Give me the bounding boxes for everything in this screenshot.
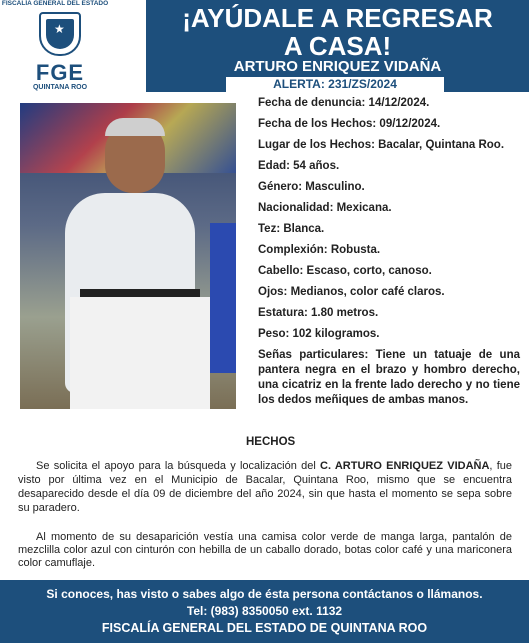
detail-height: Estatura: 1.80 metros.	[258, 307, 379, 319]
logo-state: QUINTANA ROO	[32, 84, 88, 91]
footer-call-to-action: Si conoces, has visto o sabes algo de ésta persona contáctanos o llámanos.	[46, 587, 483, 601]
detail-event-date: Fecha de los Hechos: 09/12/2024.	[258, 118, 441, 130]
header	[0, 0, 529, 92]
detail-place: Lugar de los Hechos: Bacalar, Quintana Roo.	[258, 139, 505, 151]
hechos-text-b: , fue visto por última vez en el Municipio de Bacalar, Quintana Roo, mismo que se encuentra desaparecido desde el día 09 de diciembre del año 2024, sin que hasta el momento se sepa sobre su paradero.	[18, 460, 512, 514]
headline-line2: A CASA!	[283, 31, 392, 61]
detail-eyes: Ojos: Medianos, color café claros.	[258, 286, 445, 298]
detail-marks: Señas particulares: Tiene un tatuaje de una pantera negra en el brazo y hombro derecho, una cicatriz en la frente lado derecho y no tiene los dedos meñiques de ambas manos.	[258, 349, 520, 406]
detail-nationality: Nacionalidad: Mexicana.	[258, 202, 392, 214]
logo-abbr: FGE	[35, 60, 85, 85]
person-photo	[20, 103, 236, 409]
detail-weight: Peso: 102 kilogramos.	[258, 328, 380, 340]
person-details	[258, 96, 520, 414]
alert-number: ALERTA: 231/ZS/2024	[226, 77, 444, 92]
hechos-paragraph-2: Al momento de su desaparición vestía una camisa color verde de manga larga, pantalón de mezclilla color azul con cinturón con hebilla de un caballo dorado, botas color café y una mariconera color camuflaje.	[18, 531, 512, 569]
footer-phone: Tel: (983) 8350050 ext. 1132	[186, 604, 343, 618]
detail-age: Edad: 54 años.	[258, 160, 340, 172]
hechos-paragraph-1	[18, 459, 512, 515]
headline-line1: ¡AYÚDALE A REGRESAR	[182, 3, 493, 33]
hechos-text-a: Se solicita el apoyo para la búsqueda y localización del	[36, 460, 316, 472]
detail-skin: Tez: Blanca.	[258, 223, 325, 235]
footer-institution: FISCALÍA GENERAL DEL ESTADO DE QUINTANA ROO	[101, 621, 428, 635]
footer	[0, 580, 529, 643]
crest-icon: ★	[39, 12, 81, 56]
logo-institution-text: FISCALÍA GENERAL DEL ESTADO	[1, 0, 109, 7]
hechos-person-name: C. ARTURO ENRIQUEZ VIDAÑA	[320, 460, 490, 472]
detail-report-date: Fecha de denuncia: 14/12/2024.	[258, 97, 430, 109]
detail-gender: Género: Masculino.	[258, 181, 365, 193]
detail-hair: Cabello: Escaso, corto, canoso.	[258, 265, 432, 277]
title-banner	[146, 0, 529, 92]
missing-person-name: ARTURO ENRIQUEZ VIDAÑA	[233, 58, 442, 75]
fge-logo	[0, 0, 110, 92]
detail-build: Complexión: Robusta.	[258, 244, 381, 256]
hechos-heading: HECHOS	[246, 436, 296, 448]
